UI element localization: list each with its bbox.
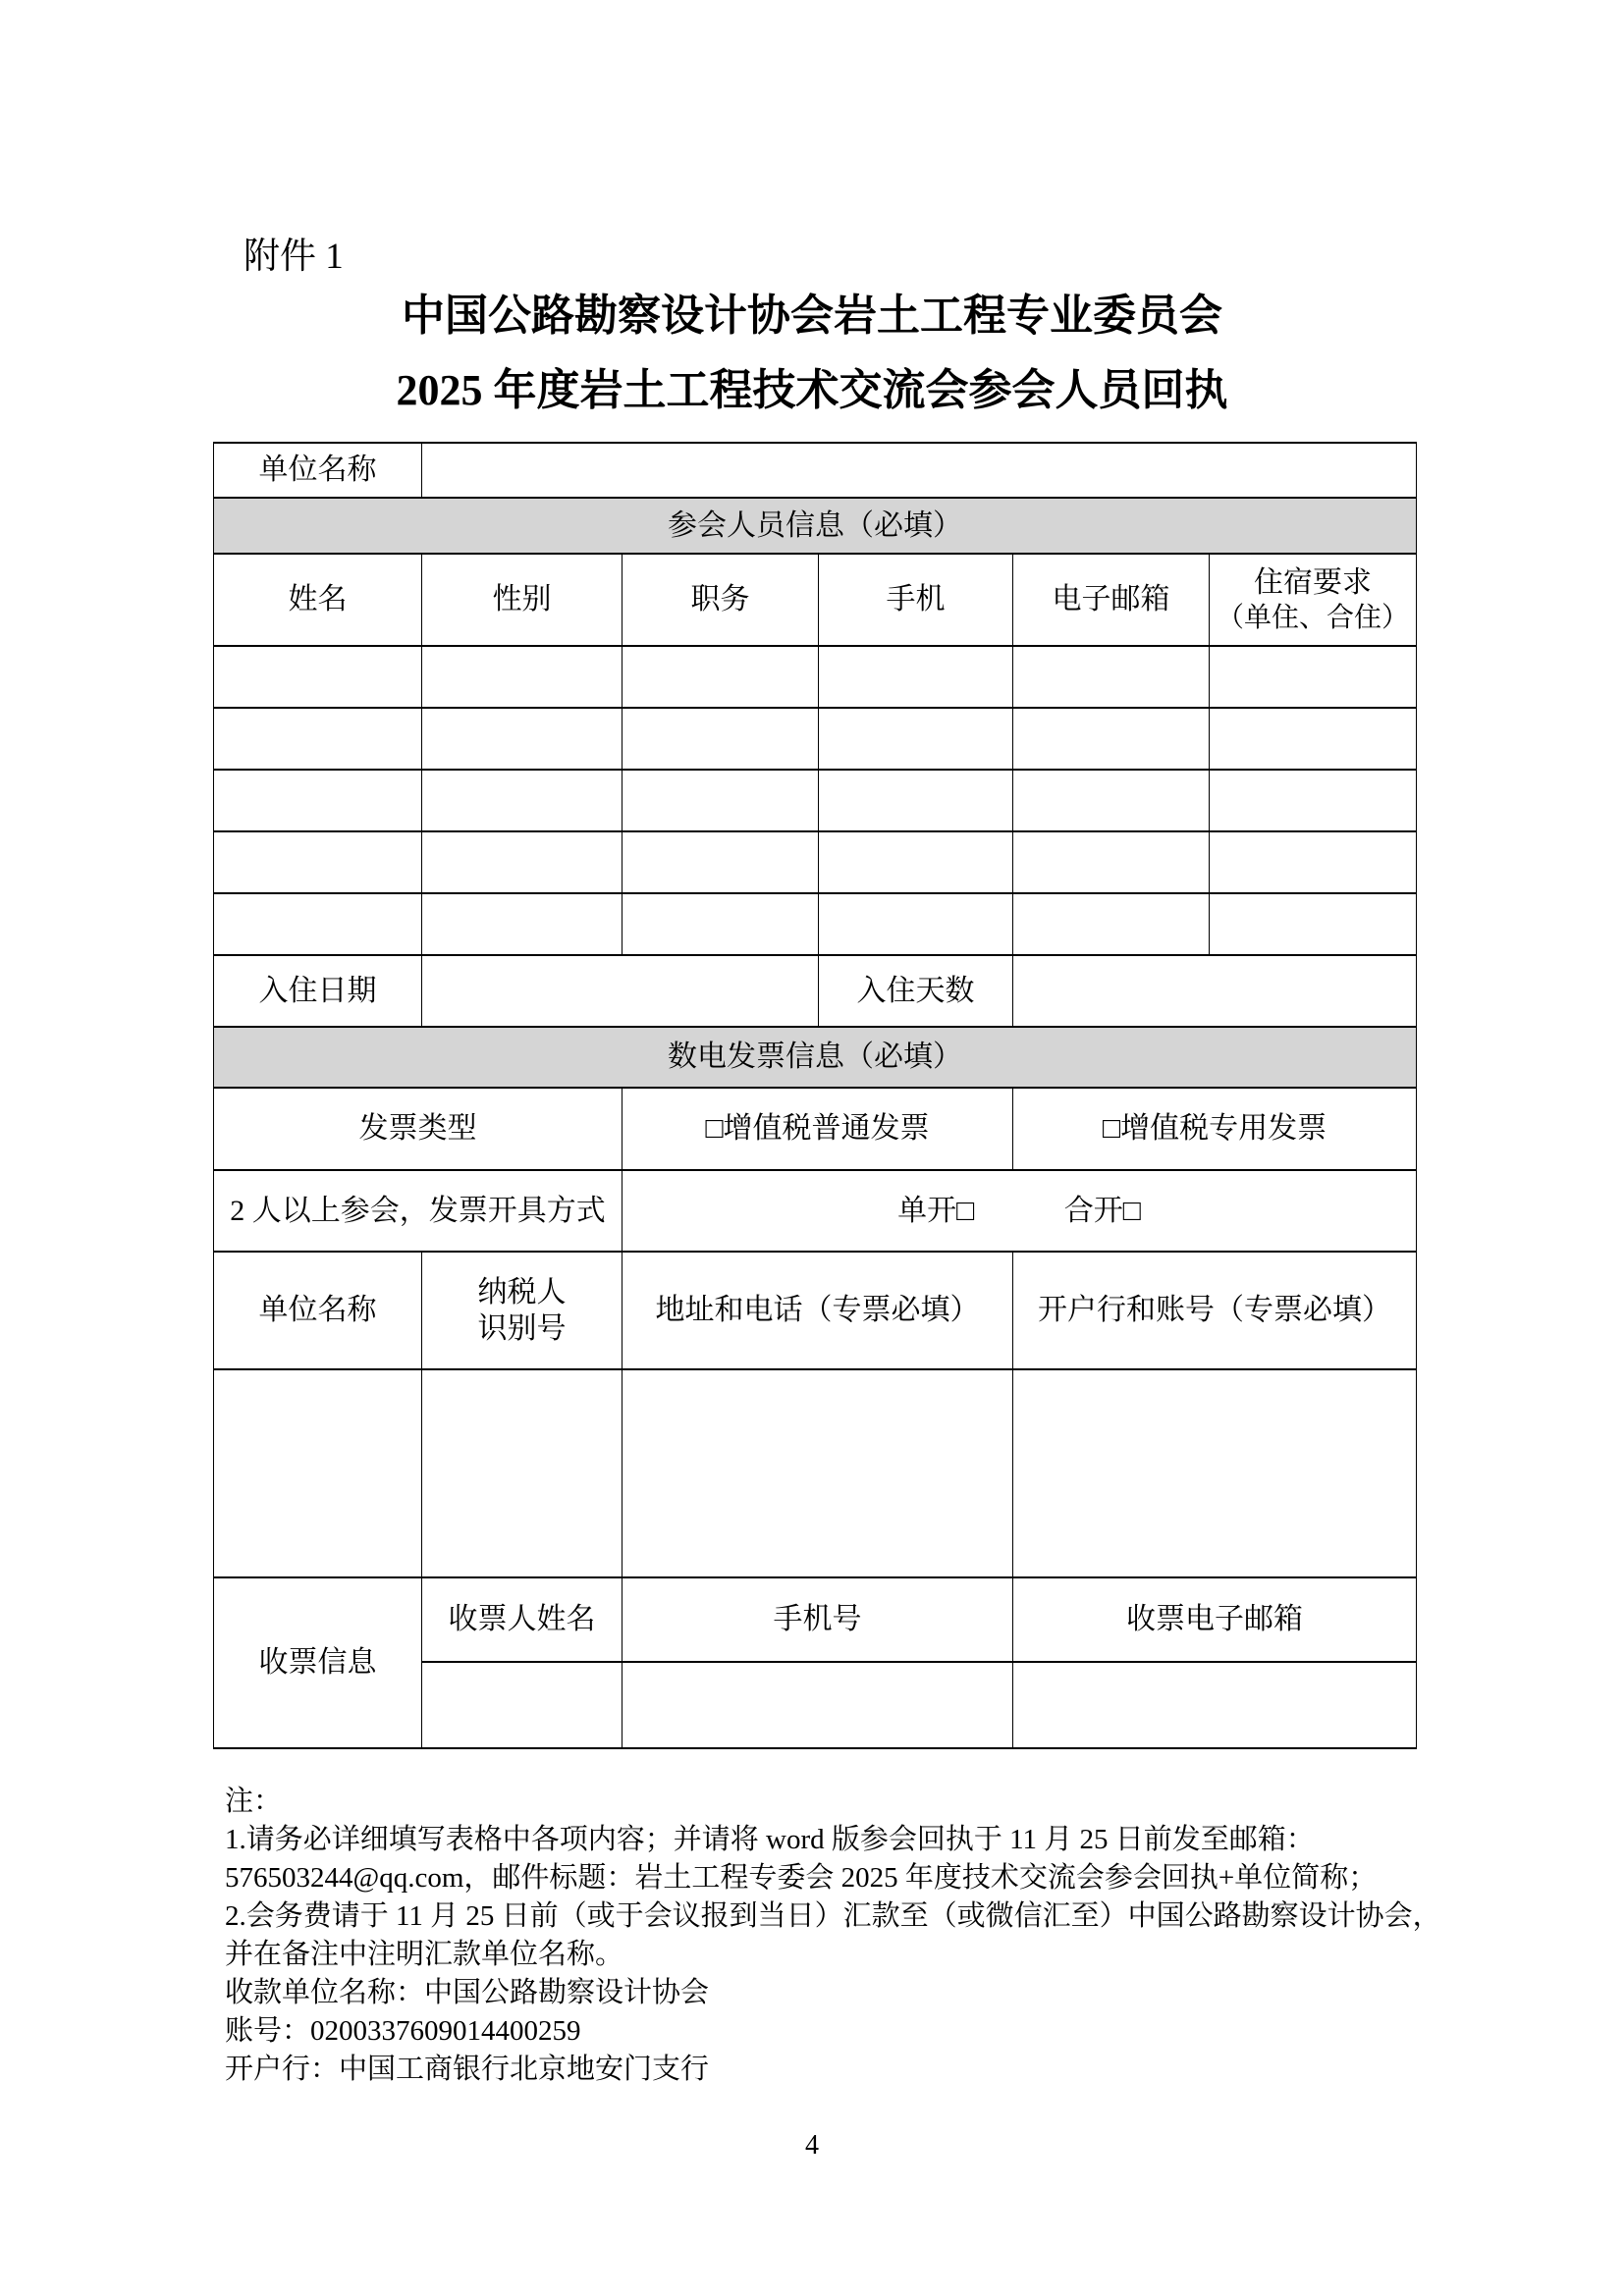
attendee-gender-input[interactable] <box>422 770 623 831</box>
col-header-lodging <box>1210 554 1417 646</box>
unit-name-row <box>214 443 1417 498</box>
checkin-date-input-cell[interactable] <box>422 955 819 1027</box>
invoice-section-header: 数电发票信息（必填） <box>214 1027 1417 1088</box>
attendee-row-3 <box>214 770 1417 831</box>
bank-account-label: 开户行和账号（专票必填） <box>1013 1252 1417 1369</box>
note-line: 并在备注中注明汇款单位名称。 <box>225 1939 624 1970</box>
col-header-gender: 性别 <box>422 554 623 646</box>
receipt-header-row <box>214 1577 1417 1662</box>
invoice-type-special-option[interactable]: □增值税专用发票 <box>1013 1088 1417 1170</box>
attendee-gender-input[interactable] <box>422 893 623 955</box>
attendee-row-5 <box>214 893 1417 955</box>
invoice-unit-name-input-cell[interactable] <box>214 1369 422 1577</box>
attendee-lodging-input[interactable] <box>1210 646 1417 708</box>
receipt-name-input-cell[interactable] <box>422 1662 623 1748</box>
checkin-row <box>214 955 1417 1027</box>
invoice-mode-combined-option[interactable]: 合开□ <box>1063 1194 1141 1227</box>
lodging-header-line1: 住宿要求 <box>1254 565 1373 599</box>
bank-account-input-cell[interactable] <box>1013 1369 1417 1577</box>
receipt-email-label: 收票电子邮箱 <box>1013 1577 1417 1662</box>
invoice-type-row <box>214 1088 1417 1170</box>
note-line: 账号：0200337609014400259 <box>225 2015 581 2047</box>
attendee-section-header: 参会人员信息（必填） <box>214 498 1417 554</box>
taxpayer-id-label <box>422 1252 623 1369</box>
attendee-email-input[interactable] <box>1013 831 1210 893</box>
taxpayer-id-input-cell[interactable] <box>422 1369 623 1577</box>
note-line: 2.会务费请于 11 月 25 日前（或于会议报到当日）汇款至（或微信汇至）中国公路勘察设计协会， <box>225 1900 1441 1932</box>
attendee-header-row <box>214 554 1417 646</box>
attendee-row-4 <box>214 831 1417 893</box>
registration-form-table <box>213 442 1417 1749</box>
note-line: 开户行：中国工商银行北京地安门支行 <box>225 2054 710 2085</box>
checkin-date-label: 入住日期 <box>214 955 422 1027</box>
col-header-email: 电子邮箱 <box>1013 554 1210 646</box>
invoice-unit-name-label: 单位名称 <box>214 1252 422 1369</box>
attendee-mobile-input[interactable] <box>819 831 1013 893</box>
invoice-type-label: 发票类型 <box>214 1088 623 1170</box>
attendee-mobile-input[interactable] <box>819 770 1013 831</box>
attendee-gender-input[interactable] <box>422 708 623 770</box>
invoice-detail-header-row <box>214 1252 1417 1369</box>
attendee-email-input[interactable] <box>1013 893 1210 955</box>
attendee-lodging-input[interactable] <box>1210 893 1417 955</box>
taxpayer-id-label-line1: 纳税人 <box>477 1275 567 1308</box>
address-phone-label: 地址和电话（专票必填） <box>623 1252 1013 1369</box>
attendee-email-input[interactable] <box>1013 708 1210 770</box>
invoice-mode-single-option[interactable]: 单开□ <box>897 1194 975 1227</box>
receipt-info-label: 收票信息 <box>214 1577 422 1748</box>
attendee-name-input[interactable] <box>214 770 422 831</box>
attendee-position-input[interactable] <box>623 893 819 955</box>
attendee-name-input[interactable] <box>214 831 422 893</box>
attendee-position-input[interactable] <box>623 770 819 831</box>
attendee-lodging-input[interactable] <box>1210 770 1417 831</box>
attendee-mobile-input[interactable] <box>819 646 1013 708</box>
attendee-gender-input[interactable] <box>422 831 623 893</box>
checkin-days-input-cell[interactable] <box>1013 955 1417 1027</box>
taxpayer-id-label-line2: 识别号 <box>477 1312 567 1345</box>
invoice-section-row <box>214 1027 1417 1088</box>
checkin-days-label: 入住天数 <box>819 955 1013 1027</box>
attendee-position-input[interactable] <box>623 708 819 770</box>
attachment-label: 附件 1 <box>244 237 344 277</box>
receipt-email-input-cell[interactable] <box>1013 1662 1417 1748</box>
invoice-type-general-option[interactable]: □增值税普通发票 <box>623 1088 1013 1170</box>
invoice-detail-input-row <box>214 1369 1417 1577</box>
receipt-phone-label: 手机号 <box>623 1577 1013 1662</box>
attendee-email-input[interactable] <box>1013 770 1210 831</box>
note-line: 注： <box>225 1786 283 1817</box>
invoice-mode-row <box>214 1170 1417 1252</box>
attendee-lodging-input[interactable] <box>1210 708 1417 770</box>
note-line: 1.请务必详细填写表格中各项内容；并请将 word 版参会回执于 11 月 25 日前发至邮箱： <box>225 1824 1315 1855</box>
attendee-section-row <box>214 498 1417 554</box>
receipt-phone-input-cell[interactable] <box>623 1662 1013 1748</box>
receipt-name-label: 收票人姓名 <box>422 1577 623 1662</box>
attendee-row-1 <box>214 646 1417 708</box>
invoice-mode-label: 2 人以上参会，发票开具方式 <box>214 1170 623 1252</box>
attendee-lodging-input[interactable] <box>1210 831 1417 893</box>
attendee-row-2 <box>214 708 1417 770</box>
attendee-mobile-input[interactable] <box>819 893 1013 955</box>
document-title-line1: 中国公路勘察设计协会岩土工程专业委员会 <box>402 292 1222 340</box>
attendee-mobile-input[interactable] <box>819 708 1013 770</box>
unit-name-label: 单位名称 <box>214 443 422 498</box>
address-phone-input-cell[interactable] <box>623 1369 1013 1577</box>
lodging-header-line2: （单住、合住） <box>1217 603 1410 634</box>
attendee-email-input[interactable] <box>1013 646 1210 708</box>
attendee-name-input[interactable] <box>214 708 422 770</box>
attendee-gender-input[interactable] <box>422 646 623 708</box>
document-title-line2: 2025 年度岩土工程技术交流会参会人员回执 <box>396 366 1228 414</box>
attendee-name-input[interactable] <box>214 646 422 708</box>
col-header-mobile: 手机 <box>819 554 1013 646</box>
footnotes <box>225 1783 1501 2089</box>
attendee-position-input[interactable] <box>623 646 819 708</box>
attendee-name-input[interactable] <box>214 893 422 955</box>
col-header-name: 姓名 <box>214 554 422 646</box>
attendee-position-input[interactable] <box>623 831 819 893</box>
page-number: 4 <box>805 2130 819 2161</box>
unit-name-input-cell[interactable] <box>422 443 1417 498</box>
note-line: 576503244@qq.com，邮件标题：岩土工程专委会 2025 年度技术交流会参会回执+单位简称； <box>225 1862 1378 1894</box>
invoice-mode-options-cell <box>623 1170 1417 1252</box>
note-line: 收款单位名称：中国公路勘察设计协会 <box>225 1977 710 2008</box>
col-header-position: 职务 <box>623 554 819 646</box>
document-title <box>0 279 1624 428</box>
